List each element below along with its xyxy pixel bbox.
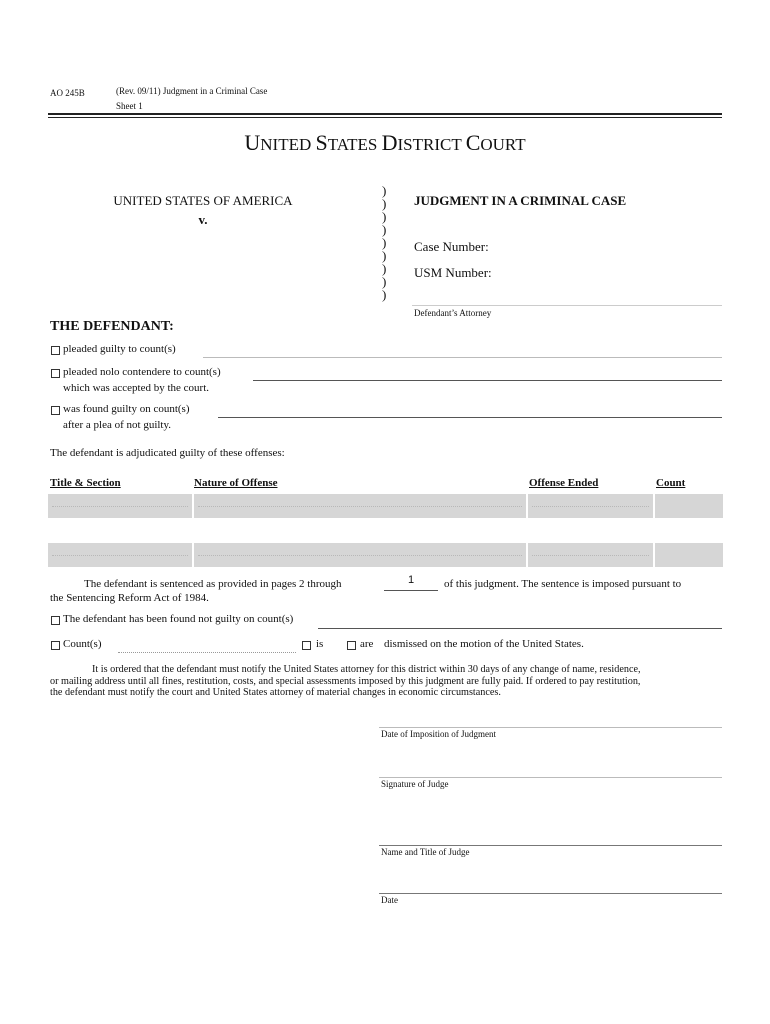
- row-1-dots: [52, 506, 188, 507]
- signature-label: Signature of Judge: [381, 779, 449, 789]
- counts-dismissed-checkbox[interactable]: [51, 641, 60, 650]
- pleaded-guilty-field[interactable]: [203, 357, 722, 358]
- row-1-dots: [198, 506, 522, 507]
- found-guilty-field[interactable]: [218, 417, 722, 418]
- are-label: are: [360, 638, 374, 650]
- offenses-intro: The defendant is adjudicated guilty of these offenses:: [50, 447, 285, 459]
- are-checkbox[interactable]: [347, 641, 356, 650]
- header-rule-thin: [48, 117, 722, 118]
- order-line-1: It is ordered that the defendant must notify the United States attorney for this district within 30 days of any change of name, residence,: [92, 664, 641, 675]
- defendant-heading: THE DEFENDANT:: [50, 319, 174, 334]
- row-2-dots: [52, 555, 188, 556]
- case-number-field[interactable]: [500, 252, 722, 253]
- date-field[interactable]: [379, 893, 722, 894]
- offense-row-2-count[interactable]: [655, 543, 723, 567]
- caption-parentheses: ) ) ) ) ) ) ) ) ): [382, 183, 387, 302]
- nolo-contendere-checkbox[interactable]: [51, 369, 60, 378]
- versus-label: v.: [198, 212, 208, 227]
- form-code: AO 245B: [50, 88, 85, 98]
- nolo-contendere-label-2: which was accepted by the court.: [63, 382, 209, 394]
- name-title-field[interactable]: [379, 845, 722, 846]
- is-checkbox[interactable]: [302, 641, 311, 650]
- pleaded-guilty-label: pleaded guilty to count(s): [63, 343, 176, 355]
- sentence-text-2: of this judgment. The sentence is imposed pursuant to: [444, 578, 682, 590]
- revision-note: (Rev. 09/11) Judgment in a Criminal Case: [116, 86, 268, 96]
- usm-number-field[interactable]: [500, 278, 722, 279]
- not-guilty-label: The defendant has been found not guilty on count(s): [63, 613, 294, 625]
- sheet-number: Sheet 1: [116, 101, 143, 111]
- order-paragraph: [50, 664, 722, 699]
- is-label: is: [316, 638, 324, 650]
- row-2-dots: [198, 555, 522, 556]
- pages-through-field: [384, 590, 438, 591]
- date-imposition-label: Date of Imposition of Judgment: [381, 729, 496, 739]
- row-1-dots: [532, 506, 649, 507]
- plaintiff-name: UNITED STATES OF AMERICA: [113, 193, 293, 208]
- date-imposition-field[interactable]: [379, 727, 722, 728]
- header-rule-thick: [48, 113, 722, 115]
- found-guilty-label-2: after a plea of not guilty.: [63, 419, 172, 431]
- found-guilty-checkbox[interactable]: [51, 406, 60, 415]
- order-line-2: or mailing address until all fines, restitution, costs, and special assessments imposed by this judgment are fully paid. If ordered to pay restitution,: [50, 675, 641, 687]
- attorney-label: Defendant’s Attorney: [414, 308, 492, 318]
- counts-label: Count(s): [63, 638, 102, 650]
- judgment-title: JUDGMENT IN A CRIMINAL CASE: [414, 193, 627, 208]
- row-2-dots: [532, 555, 649, 556]
- offense-row-1-count[interactable]: [655, 494, 723, 518]
- column-offense-ended: Offense Ended: [529, 477, 599, 489]
- column-nature-offense: Nature of Offense: [194, 477, 278, 489]
- court-title: UNITED STATES DISTRICT COURT: [244, 130, 526, 155]
- column-count: Count: [656, 477, 686, 489]
- nolo-contendere-field[interactable]: [253, 380, 722, 381]
- sentence-text-1: The defendant is sentenced as provided in pages 2 through: [84, 578, 342, 590]
- order-line-3: the defendant must notify the court and United States attorney of material changes in economic circumstances.: [50, 687, 501, 698]
- name-title-label: Name and Title of Judge: [381, 847, 470, 857]
- nolo-contendere-label: pleaded nolo contendere to count(s): [63, 366, 221, 378]
- pleaded-guilty-checkbox[interactable]: [51, 346, 60, 355]
- column-title-section: Title & Section: [50, 477, 121, 489]
- dismissed-text: dismissed on the motion of the United States.: [384, 638, 584, 650]
- attorney-field-line[interactable]: [412, 305, 722, 306]
- sentence-text-3: the Sentencing Reform Act of 1984.: [50, 592, 209, 604]
- signature-field[interactable]: [379, 777, 722, 778]
- counts-field[interactable]: [118, 652, 296, 653]
- date-label: Date: [381, 895, 398, 905]
- found-guilty-label: was found guilty on count(s): [63, 403, 190, 415]
- case-number-label: Case Number:: [414, 239, 489, 254]
- not-guilty-field[interactable]: [318, 628, 722, 629]
- usm-number-label: USM Number:: [414, 265, 492, 280]
- pages-through-value[interactable]: 1: [407, 574, 415, 586]
- not-guilty-checkbox[interactable]: [51, 616, 60, 625]
